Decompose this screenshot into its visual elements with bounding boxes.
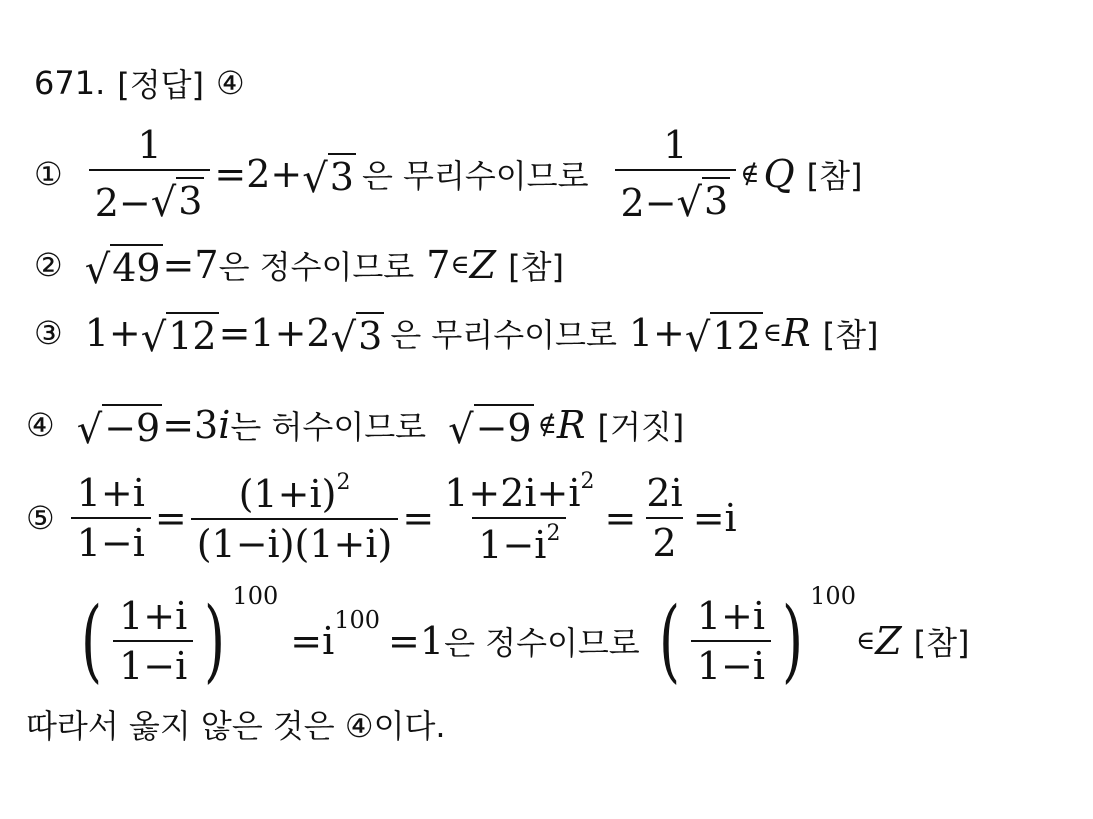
item-1: ① 1 2− √ 3 =2+ √ 3 은 무리수이므로 1 2− √ 3 ∉ Q [참] <box>34 123 863 226</box>
problem-number: 671. <box>34 64 106 102</box>
item-5-mark: ⑤ <box>26 499 55 537</box>
item-3-text: 은 무리수이므로 <box>390 316 617 354</box>
answer-label: [정답] <box>117 66 205 104</box>
item-3-sqrt: √ 12 <box>140 314 217 361</box>
item-1-fraction: 1 2− √ 3 <box>89 123 211 225</box>
item-1-mark: ① <box>34 155 63 193</box>
item-4-verdict: [거짓] <box>597 408 685 446</box>
item-2-sqrt: √ 49 <box>84 246 161 293</box>
item-5b-fraction-2: $\frac{1+i}{1-i}$ <box>691 594 771 688</box>
item-5b-fraction-1: $\frac{1+i}{1-i}$ <box>113 594 193 688</box>
item-1-sqrt: √ 3 <box>302 155 354 202</box>
item-5-fraction-3: $\frac{1+2i+i^2}{1-i^2}$ <box>444 469 595 567</box>
item-1-verdict: [참] <box>806 157 863 195</box>
item-2-verdict: [참] <box>508 248 564 286</box>
answer-mark: ④ <box>216 64 245 102</box>
item-5-fraction-2: $\frac{(1+i)^2}{(1-i)(1+i)}$ <box>191 470 399 566</box>
item-5-fraction-4: $\frac{2i}{2}$ <box>646 471 683 565</box>
item-4-mark: ④ <box>26 406 55 444</box>
item-4-text: 는 허수이므로 <box>230 408 427 446</box>
item-3: ③ 1+ √ 12 =1+2 √ 3 은 무리수이므로 1+ √ 12 ∈ R [참] <box>34 306 879 360</box>
conclusion: 따라서 옳지 않은 것은 ④이다. <box>26 707 446 745</box>
item-2-text: 은 정수이므로 <box>218 248 415 286</box>
item-5-fraction-1: $\frac{1+i}{1-i}$ <box>71 471 151 565</box>
item-4-sqrt: √ −9 <box>76 406 161 453</box>
item-5b-text: 은 정수이므로 <box>444 624 640 662</box>
item-5b-verdict: [참] <box>913 624 970 662</box>
problem-header <box>34 60 245 106</box>
item-5: ⑤ $\frac{1+i}{1-i}$ = $\frac{(1+i)^2}{(1-i)(1+i)}$ = $\frac{1+2i+i^2}{1-i^2}$ = $\frac{2i}{2}$ =i <box>26 469 737 567</box>
item-3-mark: ③ <box>34 314 63 352</box>
item-1-fraction-2: 1 2− √ 3 <box>615 123 737 225</box>
item-2-mark: ② <box>34 246 63 284</box>
item-4: ④ √ −9 =3 i 는 허수이므로 √ −9 ∉ R [거짓] <box>26 398 684 452</box>
item-3-verdict: [참] <box>822 316 879 354</box>
item-1-text: 은 무리수이므로 <box>361 157 589 195</box>
item-2: ② √ 49 =7 은 정수이므로 7 ∈ Z [참] <box>34 240 564 290</box>
item-5-continued: ( $\frac{1+i}{1-i}$ ) 100 =i 100 =1 은 정수이므로 ( $\frac{1+i}{1-i}$ ) 100 ∈ Z [참] <box>81 582 970 693</box>
